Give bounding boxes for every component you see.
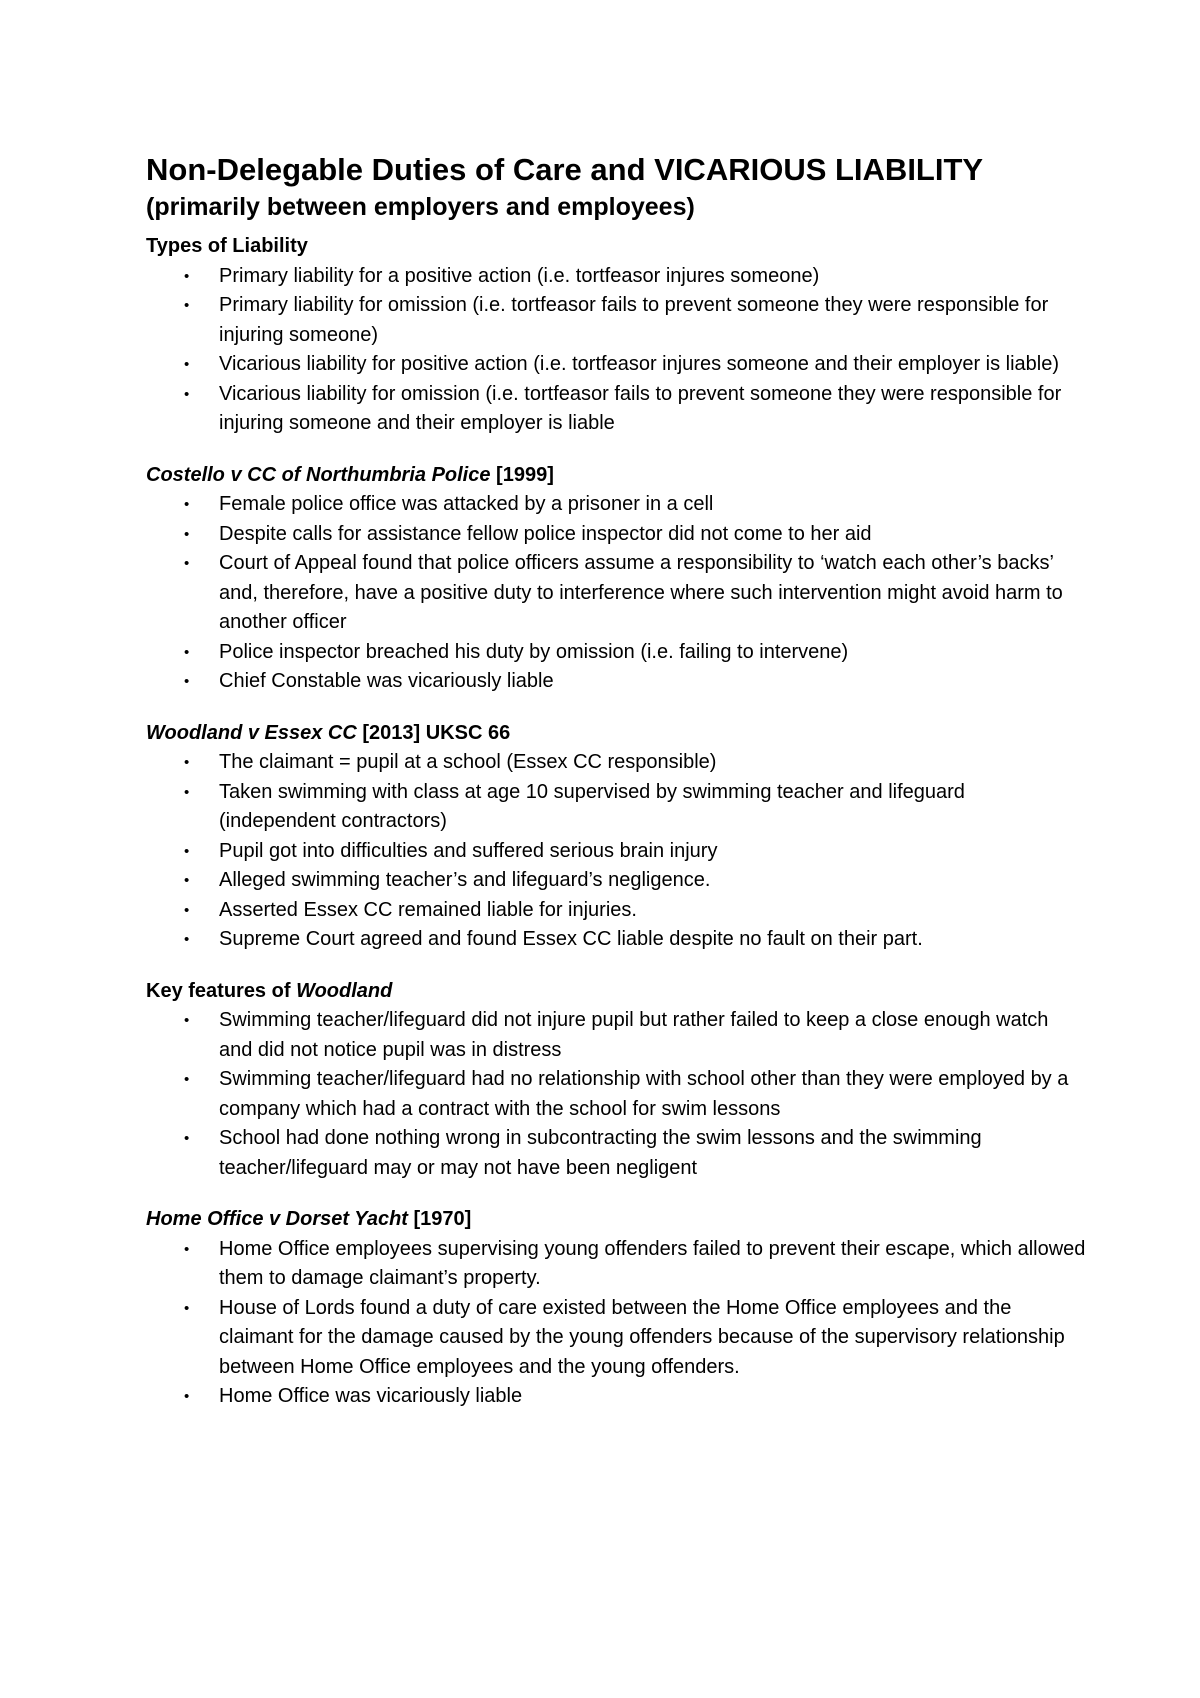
list-item-text: Swimming teacher/lifeguard did not injure pupil but rather failed to keep a close enough watch and did not notice pupil was in distress: [219, 1009, 1049, 1061]
list-item-text: Vicarious liability for positive action (i.e. tortfeasor injures someone and their employer is liable): [219, 353, 1060, 375]
list-item-text: Police inspector breached his duty by omission (i.e. failing to intervene): [219, 640, 849, 663]
list-item: [146, 1235, 1086, 1294]
list-item-text: Alleged swimming teacher’s and lifeguard’s negligence.: [219, 869, 711, 891]
heading-suffix: Types of Liability: [146, 235, 308, 257]
bullet-icon: •: [184, 872, 190, 889]
section-heading: [146, 1205, 1086, 1235]
list-item: [146, 837, 1086, 867]
list-item: [146, 262, 1086, 292]
list-item-text: Court of Appeal found that police officers assume a responsibility to ‘watch each other’s backs’ and, therefore, have a positive duty to interference where such intervention might avoid harm to another officer: [219, 552, 1063, 633]
bullet-icon: •: [184, 525, 190, 543]
heading-suffix: [1970]: [407, 1208, 472, 1230]
list-item: [146, 896, 1086, 926]
bullet-icon: •: [184, 496, 190, 513]
list-item: [146, 1382, 1086, 1412]
section-heading: [146, 719, 1086, 749]
list-item: [146, 350, 1086, 380]
section: [146, 232, 1086, 439]
document-title: Non-Delegable Duties of Care and VICARIOUS LIABILITY: [146, 152, 984, 187]
bullet-icon: •: [184, 1299, 190, 1317]
list-item: [146, 1124, 1086, 1183]
bullet-icon: •: [184, 1388, 190, 1405]
bullet-list: [146, 490, 1086, 697]
list-item-text: The claimant = pupil at a school (Essex CC responsible): [219, 751, 717, 773]
list-item-text: Female police office was attacked by a prisoner in a cell: [219, 493, 714, 515]
list-item-text: School had done nothing wrong in subcontracting the swim lessons and the swimming teacher/lifeguard may or may not have been negligent: [219, 1127, 982, 1179]
bullet-icon: •: [184, 673, 190, 690]
bullet-icon: •: [184, 1240, 190, 1258]
list-item: [146, 638, 1086, 668]
list-item: [146, 667, 1086, 697]
section: [146, 1205, 1086, 1412]
list-item-text: Primary liability for a positive action (i.e. tortfeasor injures someone): [219, 264, 820, 287]
list-item: [146, 1065, 1086, 1124]
document-subtitle: (primarily between employers and employees): [146, 193, 695, 221]
bullet-list: [146, 748, 1086, 955]
case-name: Costello v CC of Northumbria Police: [146, 463, 491, 486]
bullet-icon: •: [184, 267, 190, 285]
bullet-icon: •: [184, 385, 190, 403]
section-heading: [146, 232, 1086, 262]
bullet-icon: •: [184, 901, 190, 919]
list-item: [146, 866, 1086, 896]
list-item: [146, 748, 1086, 778]
document-page: [146, 150, 1086, 1434]
bullet-icon: •: [184, 297, 190, 314]
bullet-icon: •: [184, 555, 190, 572]
list-item-text: Pupil got into difficulties and suffered serious brain injury: [219, 839, 718, 862]
bullet-icon: •: [184, 754, 190, 771]
section: [146, 977, 1086, 1184]
list-item-text: Primary liability for omission (i.e. tortfeasor fails to prevent someone they were responsible for injuring someone): [219, 294, 1049, 346]
section-heading: [146, 461, 1086, 491]
list-item: [146, 380, 1086, 439]
case-name: Home Office v Dorset Yacht: [146, 1208, 408, 1230]
section: [146, 461, 1086, 697]
bullet-icon: •: [184, 356, 190, 373]
bullet-icon: •: [184, 1071, 190, 1088]
list-item: [146, 778, 1086, 837]
list-item: [146, 1006, 1086, 1065]
list-item: [146, 925, 1086, 955]
section: [146, 719, 1086, 955]
list-item-text: Asserted Essex CC remained liable for injuries.: [219, 898, 637, 921]
section-heading: [146, 977, 1086, 1007]
list-item-text: Home Office was vicariously liable: [219, 1385, 523, 1407]
list-item-text: Swimming teacher/lifeguard had no relationship with school other than they were employed by a company which had a contract with the school for swim lessons: [219, 1068, 1069, 1120]
sections-container: [146, 232, 1086, 1412]
heading-suffix: [1999]: [490, 463, 554, 486]
list-item: [146, 549, 1086, 638]
list-item-text: Chief Constable was vicariously liable: [219, 670, 554, 692]
bullet-icon: •: [184, 783, 190, 801]
case-name: Woodland v Essex CC: [146, 721, 357, 744]
bullet-icon: •: [184, 1130, 190, 1147]
bullet-list: [146, 262, 1086, 439]
list-item: [146, 520, 1086, 550]
bullet-icon: •: [184, 1012, 190, 1029]
bullet-icon: •: [184, 931, 190, 948]
list-item-text: Home Office employees supervising young offenders failed to prevent their escape, which allowed them to damage claimant’s property.: [219, 1237, 1086, 1289]
bullet-icon: •: [184, 643, 190, 661]
list-item: [146, 291, 1086, 350]
list-item: [146, 1294, 1086, 1383]
bullet-list: [146, 1006, 1086, 1183]
list-item-text: House of Lords found a duty of care existed between the Home Office employees and the claimant for the damage caused by the young offenders because of the supervisory relationship between Home Office employees and the young offenders.: [219, 1296, 1065, 1378]
heading-suffix: [2013] UKSC 66: [356, 721, 511, 744]
bullet-icon: •: [184, 842, 190, 860]
case-name: Woodland: [296, 979, 393, 1002]
list-item: [146, 490, 1086, 520]
heading-prefix: Key features of: [146, 979, 297, 1002]
list-item-text: Vicarious liability for omission (i.e. tortfeasor fails to prevent someone they were responsible for injuring someone and their employer is liable: [219, 382, 1062, 434]
list-item-text: Supreme Court agreed and found Essex CC liable despite no fault on their part.: [219, 928, 923, 950]
bullet-list: [146, 1235, 1086, 1412]
list-item-text: Taken swimming with class at age 10 supervised by swimming teacher and lifeguard (independent contractors): [219, 780, 965, 832]
list-item-text: Despite calls for assistance fellow police inspector did not come to her aid: [219, 522, 872, 545]
